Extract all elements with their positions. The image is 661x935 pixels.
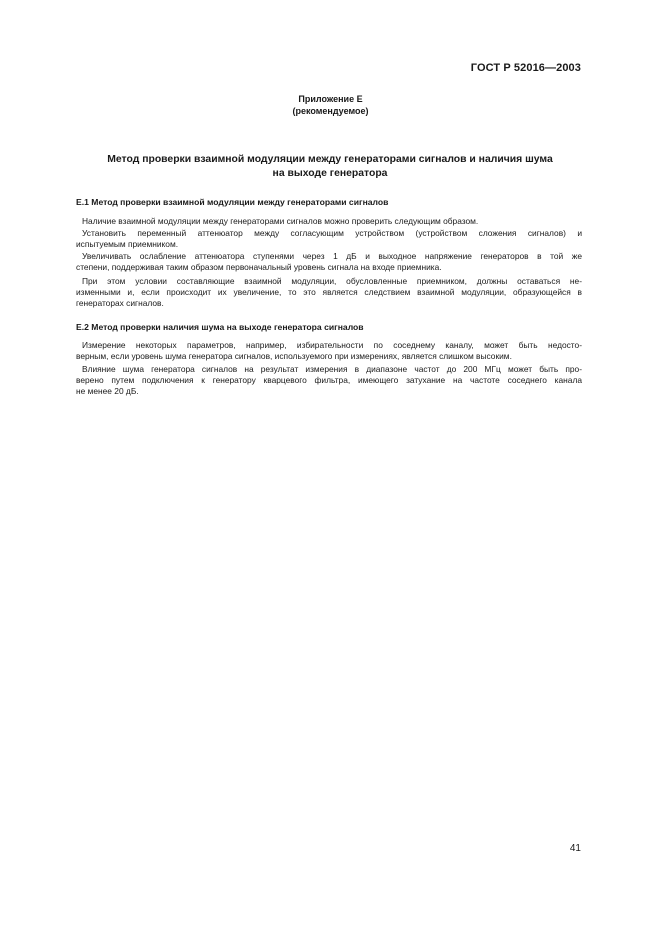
paragraph-line: Увеличивать ослабление аттенюатора ступенями через 1 дБ и выходное напряжение генераторов в той же [82,251,582,261]
paragraph-line: изменными и, если происходит их увеличение, то это является следствием взаимной модуляции, образующейся в [76,286,582,297]
annex-title: Приложение Е [298,94,363,104]
section-heading-e1: Е.1 Метод проверки взаимной модуляции между генераторами сигналов [76,197,389,207]
paragraph-line: Влияние шума генератора сигналов на результат измерения в диапазоне частот до 200 МГц может быть про- [82,364,582,374]
paragraph-e1-1 [76,216,582,227]
paragraph-line: Установить переменный аттенюатор между согласующим устройством (устройством сложения сигналов) и [82,228,582,238]
standard-code: ГОСТ Р 52016—2003 [470,62,581,74]
paragraph-line: Наличие взаимной модуляции между генераторами сигналов можно проверить следующим образом. [82,216,479,226]
paragraph-line: Измерение некоторых параметров, например, избирательности по соседнему каналу, может быть недосто- [82,340,582,350]
paragraph-line: верено путем подключения к генератору кварцевого фильтра, имеющего затухание на частоте соседнего канала [76,374,582,385]
page-number: 41 [569,843,581,854]
annex-status: (рекомендуемое) [292,106,369,116]
paragraph-e1-2 [76,228,582,250]
document-title-line-1: Метод проверки взаимной модуляции между генераторами сигналов и наличия шума [107,154,553,165]
paragraph-e2-1 [76,340,582,362]
paragraph-line: степени, поддерживая таким образом первоначальный уровень сигнала на входе приемника. [76,261,442,272]
paragraph-line: генераторах сигналов. [76,297,164,308]
paragraph-e1-3 [76,251,582,273]
section-heading-e2: Е.2 Метод проверки наличия шума на выходе генератора сигналов [76,322,364,332]
paragraph-line: При этом условии составляющие взаимной модуляции, обусловленные приемником, должны оставаться не- [82,276,582,286]
paragraph-e2-2 [76,364,582,396]
document-title-line-2: на выходе генератора [272,168,388,179]
paragraph-e1-4 [76,276,582,308]
document-title [70,153,590,181]
paragraph-line: верным, если уровень шума генератора сигналов, используемого при измерениях, является слишком высоким. [76,350,512,361]
paragraph-line: не менее 20 дБ. [76,385,139,396]
annex-heading [0,93,661,117]
paragraph-line: испытуемым приемником. [76,238,179,249]
